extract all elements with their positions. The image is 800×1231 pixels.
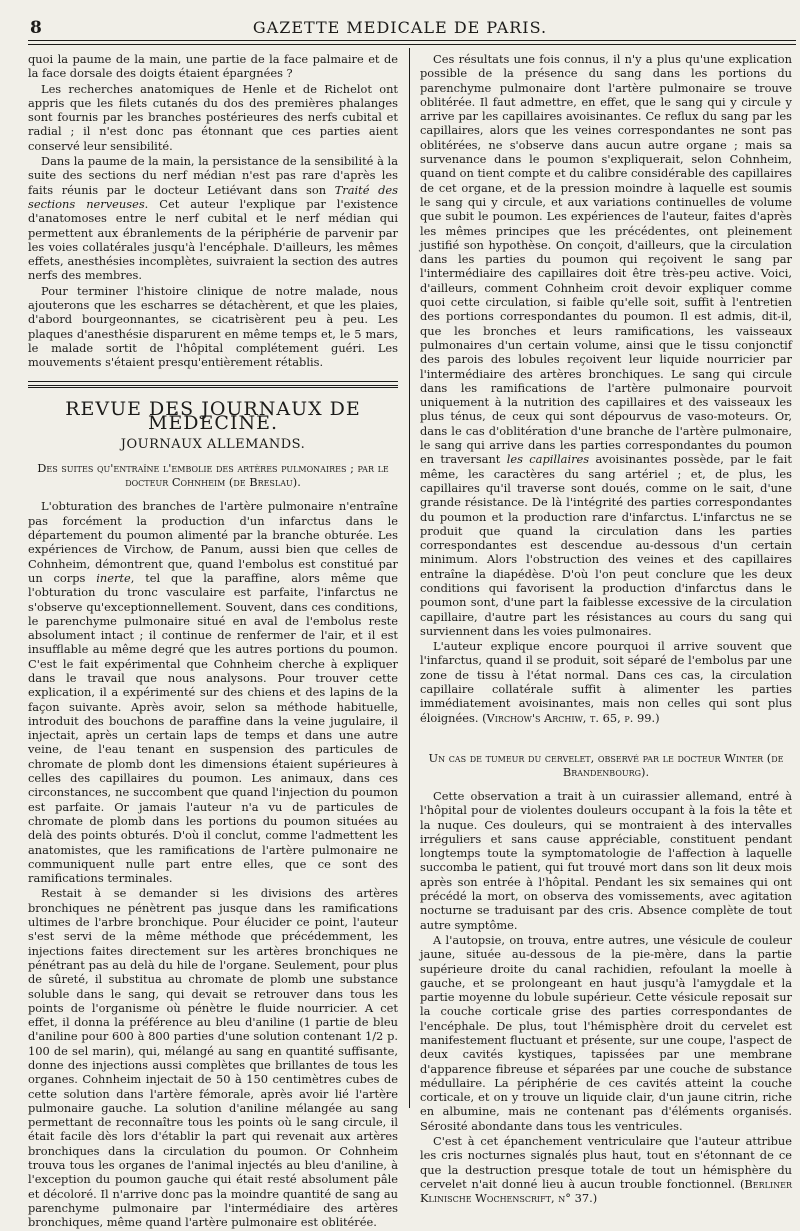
section-title: REVUE DES JOURNAUX DE MÉDECINE. (65, 397, 361, 434)
article-title: Un cas de tumeur du cervelet, observé par le docteur Winter (de Brandenbourg). (428, 750, 784, 779)
paragraph: Les recherches anatomiques de Henle et de Richelot ont appris que les filets cutanés du dos des premières phalanges sont fournis par les branches postérieures des nerfs cubital et radial ; il n'est donc pas étonnant que ces parties aient conservé leur sensibilité. (28, 81, 398, 153)
book-title: Traité des sections nerveuses (28, 182, 399, 211)
paragraph: C'est à cet épanchement ventriculaire que l'auteur attribue les cris nocturnes signalés plus haut, tout en s'étonnant de ce que la destruction presque totale de tout un hémisphère du cervelet n'ait donné lieu à aucun trouble fonctionnel. (Berliner Klinische Wochenscrift, n° 37.) (420, 1134, 792, 1206)
page-header (0, 0, 800, 46)
reference: (Virchow's Archiw, t. 65, p. 99.) (482, 710, 660, 725)
header-rule (28, 40, 796, 41)
paragraph: A l'autopsie, on trouva, entre autres, une vésicule de couleur jaune, située au-dessous de la pie-mère, dans la partie supérieure droite du canal rachidien, refoulant la moelle à gauche, et se prolongeant en haut jusqu'à l'amygdale et la partie moyenne du lobule supérieur. Cette vésicule reposait sur la couche corticale grise des parties correspondantes de l'encéphale. De plus, tout l'hémisphère droit du cervelet est manifestement fluctuant et présente, sur une coupe, l'aspect de deux cavités kystiques, tapissées par une membrane d'apparence fibreuse et séparées par une couche de substance médullaire. La périphérie de ces cavités atteint la couche corticale, et on y trouve un liquide clair, d'un jaune citrin, riche en albumine, mais ne contenant pas d'éléments organisés. Sérosité abondante dans tous les ventricules. (420, 932, 792, 1133)
paragraph: Pour terminer l'histoire clinique de notre malade, nous ajouterons que les escharres se détachèrent, et que les plaies, d'abord bourgeonnantes, se cicatrisèrent peu à peu. Les plaques d'anesthésie disparurent en même temps et, le 5 mars, le malade sortit de l'hôpital complétement guéri. Les mouvements s'étaient presqu'entièrement rétablis. (28, 283, 398, 370)
reference: (Berliner Klinische Wochenscrift, n° 37.) (420, 1176, 792, 1206)
paragraph: Restait à se demander si les divisions des artères bronchiques ne pénètrent pas jusque dans les ramifications ultimes de l'arbre bronchique. Pour élucider ce point, l'auteur s'est servi de la même méthode que précédemment, les injections faites directement sur les artères bronchiques ne pénétrant pas au delà du hile de l'organe. Seulement, pour plus de sûreté, il substitua au chromate de plomb une substance soluble dans le sang, qui devait se retrouver dans tous les points de l'organisme où pénètre le fluide nourricier. A cet effet, il donna la préférence au bleu d'aniline (1 partie de bleu d'aniline pour 600 à 800 parties d'une solution contenant 1/2 p. 100 de sel marin), qui, mélangé au sang en quantité suffisante, donne des injections aussi complètes que brillantes de tous les organes. Cohnheim injectait de 50 à 150 centimètres cubes de cette solution dans l'artère fémorale, après avoir lié l'artère pulmonaire gauche. La solution d'aniline mélangée au sang permettant de reconnaître tous les points où le sang circule, il était facile dès lors d'établir la part qui revenait aux artères bronchiques dans la circulation du poumon. Or Cohnheim trouva tous les organes de l'animal injectés au bleu d'aniline, à l'exception du poumon gauche qui était resté absolument pâle et décoloré. Il n'arrive donc pas la moindre quantité de sang au parenchyme pulmonaire par l'intermédiaire des artères bronchiques, même quand l'artère pulmonaire est oblitérée. (28, 886, 398, 1230)
paragraph: Dans la paume de la main, la persistance de la sensibilité à la suite des sections du nerf médian n'est pas rare d'après les faits réunis par le docteur Letiévant dans son Traité des sections nerveuses. Cet auteur l'explique par l'existence d'anatomoses entre le nerf cubital et le nerf médian qui permettent aux ébranlements de la périphérie de parvenir par les voies collatérales jusqu'à l'encéphale. D'ailleurs, les mêmes effets, anesthésies incomplètes, suivraient la section des autres nerfs des membres. (28, 154, 399, 283)
journal-title: GAZETTE MEDICALE DE PARIS. (252, 18, 548, 37)
paragraph: L'obturation des branches de l'artère pulmonaire n'entraîne pas forcément la production d'un infarctus dans le département du poumon alimenté par la branche obturée. Les expériences de Virchow, de Panum, aussi bien que celles de Cohnheim, démontrent que, quand l'embolus est constitué par un corps inerte, tel que la paraffine, alors même que l'obturation du tronc vasculaire est parfaite, l'infarctus ne s'observe qu'exceptionnellement. Souvent, dans ces conditions, le parenchyme pulmonaire situé en aval de l'embolus reste absolument intact ; il continue de renfermer de l'air, et il est insufflable au même degré que les autres portions du poumon. C'est le fait expérimental que Cohnheim cherche à expliquer dans le travail que nous analysons. Pour trouver cette explication, il a expérimenté sur des chiens et des lapins de la façon suivante. Après avoir, selon sa méthode habituelle, introduit des bouchons de paraffine dans la veine jugulaire, il injectait, après un certain laps de temps et dans une autre veine, de l'eau tenant en suspension des particules de chromate de plomb dont les dimensions étaient supérieures à celles des capillaires du poumon. Les animaux, dans ces circonstances, ne succombent que quand l'injection du poumon est parfaite. Or jamais l'auteur n'a vu de particules de chromate de plomb dans les portions du poumon situées au delà des points obturés. D'où il conclut, comme l'admettent les anatomistes, que les ramifications de l'artère pulmonaire ne communiquent nulle part entre elles, que ce sont des ramifications terminales. (28, 499, 398, 886)
right-column (420, 52, 792, 1207)
header-rule-thin (28, 44, 796, 45)
paragraph: L'auteur explique encore pourquoi il arrive souvent que l'infarctus, quand il se produit, soit séparé de l'embolus par une zone de tissu à l'état normal. Dans ces cas, la circulation capillaire collatérale suffit à alimenter les parties immédiatement avoisinantes, mais non celles qui sont plus éloignées. (Virchow's Archiw, t. 65, p. 99.) (420, 639, 792, 725)
paragraph: quoi la paume de la main, une partie de la face palmaire et de la face dorsale des doigts étaient épargnées ? (28, 52, 398, 81)
column-divider (409, 48, 410, 1108)
paragraph: Cette observation a trait à un cuirassier allemand, entré à l'hôpital pour de violentes douleurs occupant à la fois la tête et la nuque. Ces douleurs, qui se montraient à des intervalles irréguliers et sans cause appréciable, constituent pendant longtemps toute la symptomatologie de l'affection à laquelle succomba le patient, qui fut trouvé mort dans son lit deux mois après son entrée à l'hôpital. Pendant les six semaines qui ont précédé la mort, on observa des vomissements, avec agitation nocturne se traduisant par des cris. Absence complète de tout autre symptôme. (420, 788, 792, 932)
paragraph: Ces résultats une fois connus, il n'y a plus qu'une explication possible de la présence du sang dans les portions du parenchyme pulmonaire dont l'artère pulmonaire se trouve oblitérée. Il faut admettre, en effet, que le sang qui y circule y arrive par les capillaires avoisinantes. Ce reflux du sang par les capillaires, alors que les veines correspondantes ne sont pas oblitérées, ne s'observe dans aucun autre organe ; mais sa survenance dans le poumon s'expliquerait, selon Cohnheim, quand on tient compte et du calibre considérable des capillaires de cet organe, et de la pression moindre à laquelle est soumis le sang qui y circule, et aux variations continuelles de volume que subit le poumon. Les expériences de l'auteur, faites d'après les mêmes principes que les précédentes, ont pleinement justifié son hypothèse. On conçoit, d'ailleurs, que la circulation dans les parties du poumon qui reçoivent le sang par l'intermédiaire des capillaires doit être très-peu active. Voici, d'ailleurs, comment Cohnheim croit devoir expliquer comme quoi cette circulation, si faible qu'elle soit, suffit à l'entretien des portions correspondantes du poumon. Il est admis, dit-il, que les bronches et leurs ramifications, les vaisseaux pulmonaires d'un certain volume, ainsi que le tissu conjonctif des parois des lobules reçoivent leur liquide nourricier par l'intermédiaire des artères bronchiques. Le sang qui circule dans les ramifications de l'artère pulmonaire pourvoit uniquement à la nutrition des capillaires et des vaisseaux les plus ténus, de ceux qui sont dépourvus de vaso-moteurs. Or, dans le cas d'oblitération d'une branche de l'artère pulmonaire, le sang qui arrive dans les parties correspondantes du poumon en traversant les capillaires avoisinantes possède, par le fait même, les caractères du sang artériel ; et, de plus, les capillaires qu'il traverse sont doués, comme on le sait, d'une grande résistance. De là l'intégrité des parties correspondantes du poumon et la production rare d'infarctus. L'infarctus ne se produit que quand la circulation dans les parties correspondantes est descendue au-dessous d'un certain minimum. Alors l'obstruction des veines et des capillaires entraîne la diapédèse. D'où l'on peut conclure que les deux conditions qui favorisent la production d'infarctus dans le poumon sont, d'une part la faiblesse excessive de la circulation capillaire, d'autre part les résistances au cours du sang qui surviennent dans les voies pulmonaires. (420, 52, 792, 638)
article-title: Des suites qu'entraîne l'embolie des artères pulmonaires ; par le docteur Cohnheim (de Breslau). (37, 461, 389, 490)
subsection-title: JOURNAUX ALLEMANDS. (120, 437, 306, 453)
page-number: 8 (30, 18, 42, 38)
section-rule (28, 381, 398, 382)
section-rule-double (28, 385, 398, 388)
left-column (28, 52, 398, 1231)
